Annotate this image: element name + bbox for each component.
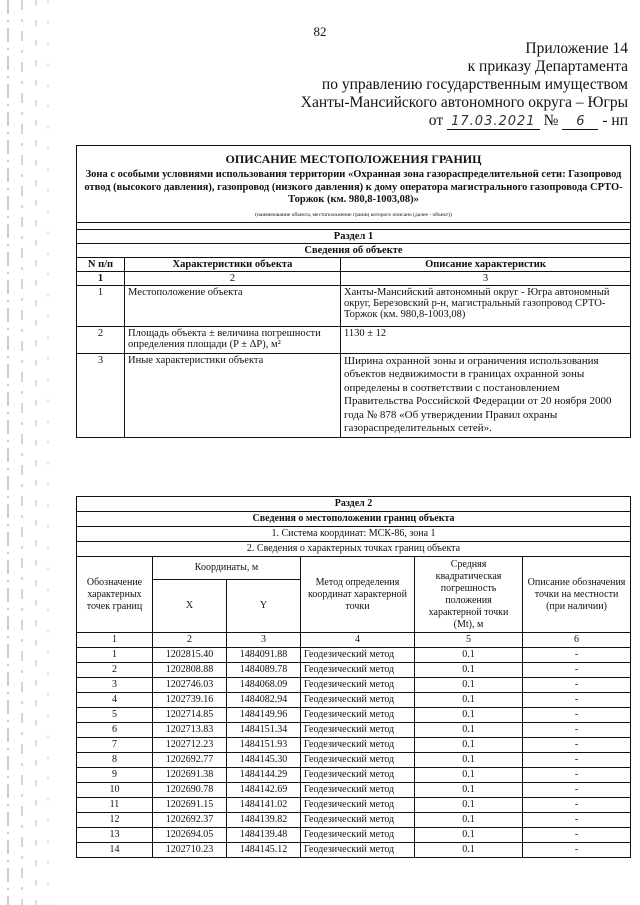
point-x: 1202694.05 bbox=[153, 828, 227, 843]
table-row bbox=[77, 723, 631, 738]
header-line-2: к приказу Департамента bbox=[467, 58, 628, 75]
col-header-description: Описание характеристик bbox=[341, 257, 631, 271]
section1-subtitle: Сведения об объекте bbox=[77, 243, 631, 257]
description-title: ОПИСАНИЕ МЕСТОПОЛОЖЕНИЯ ГРАНИЦ bbox=[77, 146, 631, 169]
point-method: Геодезический метод bbox=[301, 708, 415, 723]
point-method: Геодезический метод bbox=[301, 663, 415, 678]
row-value: 1130 ± 12 bbox=[341, 326, 631, 353]
col-number: 2 bbox=[153, 633, 227, 648]
point-number: 3 bbox=[77, 678, 153, 693]
header-line-1: Приложение 14 bbox=[525, 40, 628, 57]
row-value: Ширина охранной зоны и ограничения использования объектов недвижимости в границах охранной зоны определены в соответствии с постановлением Правительства Российской Федерации от 20 ноября 2000 года № 878 «Об утверждении Правил охраны газораспределительных сетей». bbox=[341, 353, 631, 437]
point-description: - bbox=[523, 663, 631, 678]
header-line-4: Ханты-Мансийского автономного округа – Югры bbox=[300, 94, 628, 111]
order-date-handwritten: 17.03.2021 bbox=[447, 114, 539, 130]
point-method: Геодезический метод bbox=[301, 813, 415, 828]
col-header-designation: Обозначение характерных точек границ bbox=[77, 557, 153, 633]
point-x: 1202815.40 bbox=[153, 648, 227, 663]
col-number: 1 bbox=[77, 271, 125, 285]
row-characteristic: Местоположение объекта bbox=[125, 285, 341, 326]
table-row bbox=[77, 708, 631, 723]
point-method: Геодезический метод bbox=[301, 828, 415, 843]
point-accuracy: 0.1 bbox=[415, 798, 523, 813]
point-y: 1484144.29 bbox=[227, 768, 301, 783]
col-header-method: Метод определения координат характерной точки bbox=[301, 557, 415, 633]
point-method: Геодезический метод bbox=[301, 648, 415, 663]
points-title: 2. Сведения о характерных точках границ объекта bbox=[77, 542, 631, 557]
point-description: - bbox=[523, 783, 631, 798]
col-header-characteristic: Характеристики объекта bbox=[125, 257, 341, 271]
point-method: Геодезический метод bbox=[301, 693, 415, 708]
point-number: 8 bbox=[77, 753, 153, 768]
point-description: - bbox=[523, 648, 631, 663]
point-accuracy: 0.1 bbox=[415, 783, 523, 798]
table-row bbox=[77, 326, 631, 353]
point-y: 1484089.78 bbox=[227, 663, 301, 678]
point-x: 1202692.77 bbox=[153, 753, 227, 768]
row-number: 3 bbox=[77, 353, 125, 437]
point-method: Геодезический метод bbox=[301, 798, 415, 813]
point-number: 9 bbox=[77, 768, 153, 783]
point-description: - bbox=[523, 723, 631, 738]
col-number: 3 bbox=[227, 633, 301, 648]
point-number: 6 bbox=[77, 723, 153, 738]
point-y: 1484145.30 bbox=[227, 753, 301, 768]
table-row bbox=[77, 285, 631, 326]
point-number: 1 bbox=[77, 648, 153, 663]
header-line-3: по управлению государственным имуществом bbox=[321, 76, 628, 93]
point-x: 1202808.88 bbox=[153, 663, 227, 678]
point-y: 1484151.34 bbox=[227, 723, 301, 738]
point-x: 1202690.78 bbox=[153, 783, 227, 798]
point-x: 1202739.16 bbox=[153, 693, 227, 708]
point-method: Геодезический метод bbox=[301, 843, 415, 858]
point-x: 1202710.23 bbox=[153, 843, 227, 858]
point-accuracy: 0.1 bbox=[415, 828, 523, 843]
section2-table bbox=[76, 496, 631, 858]
point-accuracy: 0.1 bbox=[415, 678, 523, 693]
point-number: 2 bbox=[77, 663, 153, 678]
order-line bbox=[301, 112, 628, 130]
point-y: 1484139.82 bbox=[227, 813, 301, 828]
point-accuracy: 0.1 bbox=[415, 663, 523, 678]
point-y: 1484141.02 bbox=[227, 798, 301, 813]
point-method: Геодезический метод bbox=[301, 783, 415, 798]
point-y: 1484149.96 bbox=[227, 708, 301, 723]
point-description: - bbox=[523, 708, 631, 723]
point-method: Геодезический метод bbox=[301, 768, 415, 783]
row-value: Ханты-Мансийский автономный округ - Югра автономный округ, Березовский р-н, магистральный газопровод СРТО-Торжок (км. 980,8-1003,08) bbox=[341, 285, 631, 326]
section1-table bbox=[76, 145, 631, 438]
point-number: 11 bbox=[77, 798, 153, 813]
point-description: - bbox=[523, 828, 631, 843]
point-y: 1484142.69 bbox=[227, 783, 301, 798]
point-number: 13 bbox=[77, 828, 153, 843]
table-row bbox=[77, 648, 631, 663]
table-row bbox=[77, 828, 631, 843]
table-row bbox=[77, 843, 631, 858]
table-row bbox=[77, 663, 631, 678]
point-number: 12 bbox=[77, 813, 153, 828]
col-header-accuracy: Средняя квадратическая погрешность положения характерной точки (Mt), м bbox=[415, 557, 523, 633]
point-method: Геодезический метод bbox=[301, 678, 415, 693]
point-accuracy: 0.1 bbox=[415, 738, 523, 753]
point-method: Геодезический метод bbox=[301, 723, 415, 738]
point-accuracy: 0.1 bbox=[415, 693, 523, 708]
section2-title: Раздел 2 bbox=[77, 497, 631, 512]
section1-title: Раздел 1 bbox=[77, 229, 631, 243]
col-header-x: X bbox=[153, 580, 227, 633]
point-x: 1202714.85 bbox=[153, 708, 227, 723]
point-accuracy: 0.1 bbox=[415, 753, 523, 768]
point-description: - bbox=[523, 693, 631, 708]
coordinate-system: 1. Система координат: МСК-86, зона 1 bbox=[77, 527, 631, 542]
col-number: 5 bbox=[415, 633, 523, 648]
table-row bbox=[77, 783, 631, 798]
row-characteristic: Площадь объекта ± величина погрешности определения площади (P ± ΔP), м² bbox=[125, 326, 341, 353]
zone-name: Зона с особыми условиями использования территории «Охранная зона газораспределительной сети: Газопровод отвод (высокого давления), газопровод (низкого давления) к дому оператора магистрального газопровода СРТО-Торжок (км. 980,8-1003,08)» bbox=[77, 168, 631, 208]
point-accuracy: 0.1 bbox=[415, 723, 523, 738]
point-accuracy: 0.1 bbox=[415, 843, 523, 858]
point-x: 1202712.23 bbox=[153, 738, 227, 753]
point-accuracy: 0.1 bbox=[415, 768, 523, 783]
col-header-coordinates: Координаты, м bbox=[153, 557, 301, 580]
point-number: 14 bbox=[77, 843, 153, 858]
point-x: 1202713.83 bbox=[153, 723, 227, 738]
object-note: (наименование объекта, местоположение границ которого описано (далее - объект)) bbox=[77, 208, 631, 223]
point-x: 1202691.38 bbox=[153, 768, 227, 783]
point-number: 4 bbox=[77, 693, 153, 708]
table-row bbox=[77, 353, 631, 437]
point-accuracy: 0.1 bbox=[415, 813, 523, 828]
point-y: 1484068.09 bbox=[227, 678, 301, 693]
table-row bbox=[77, 738, 631, 753]
table-row bbox=[77, 693, 631, 708]
order-prefix: от bbox=[428, 112, 444, 129]
col-header-y: Y bbox=[227, 580, 301, 633]
point-description: - bbox=[523, 678, 631, 693]
point-method: Геодезический метод bbox=[301, 753, 415, 768]
point-y: 1484145.12 bbox=[227, 843, 301, 858]
col-number: 6 bbox=[523, 633, 631, 648]
row-number: 1 bbox=[77, 285, 125, 326]
section2-subtitle: Сведения о местоположении границ объекта bbox=[77, 512, 631, 527]
col-number: 4 bbox=[301, 633, 415, 648]
point-y: 1484151.93 bbox=[227, 738, 301, 753]
col-number: 2 bbox=[125, 271, 341, 285]
point-method: Геодезический метод bbox=[301, 738, 415, 753]
table-row bbox=[77, 768, 631, 783]
point-description: - bbox=[523, 798, 631, 813]
order-number-label: № bbox=[543, 112, 559, 129]
point-description: - bbox=[523, 738, 631, 753]
point-number: 7 bbox=[77, 738, 153, 753]
order-number-handwritten: 6 bbox=[562, 114, 598, 130]
points-table-body bbox=[77, 648, 631, 858]
point-x: 1202691.15 bbox=[153, 798, 227, 813]
point-y: 1484091.88 bbox=[227, 648, 301, 663]
point-y: 1484082.94 bbox=[227, 693, 301, 708]
point-x: 1202692.37 bbox=[153, 813, 227, 828]
point-description: - bbox=[523, 753, 631, 768]
scan-edge-marks bbox=[0, 0, 60, 905]
point-accuracy: 0.1 bbox=[415, 708, 523, 723]
col-header-n: N п/п bbox=[77, 257, 125, 271]
document-header bbox=[301, 40, 628, 130]
col-header-point-description: Описание обозначения точки на местности (при наличии) bbox=[523, 557, 631, 633]
table-row bbox=[77, 813, 631, 828]
order-suffix: - нп bbox=[602, 112, 628, 129]
row-number: 2 bbox=[77, 326, 125, 353]
col-number: 3 bbox=[341, 271, 631, 285]
point-accuracy: 0.1 bbox=[415, 648, 523, 663]
point-description: - bbox=[523, 843, 631, 858]
col-number: 1 bbox=[77, 633, 153, 648]
point-y: 1484139.48 bbox=[227, 828, 301, 843]
point-x: 1202746.03 bbox=[153, 678, 227, 693]
page-number: 82 bbox=[313, 24, 327, 39]
table-row bbox=[77, 678, 631, 693]
table-row bbox=[77, 798, 631, 813]
row-characteristic: Иные характеристики объекта bbox=[125, 353, 341, 437]
point-number: 5 bbox=[77, 708, 153, 723]
point-description: - bbox=[523, 768, 631, 783]
point-number: 10 bbox=[77, 783, 153, 798]
point-description: - bbox=[523, 813, 631, 828]
table-row bbox=[77, 753, 631, 768]
